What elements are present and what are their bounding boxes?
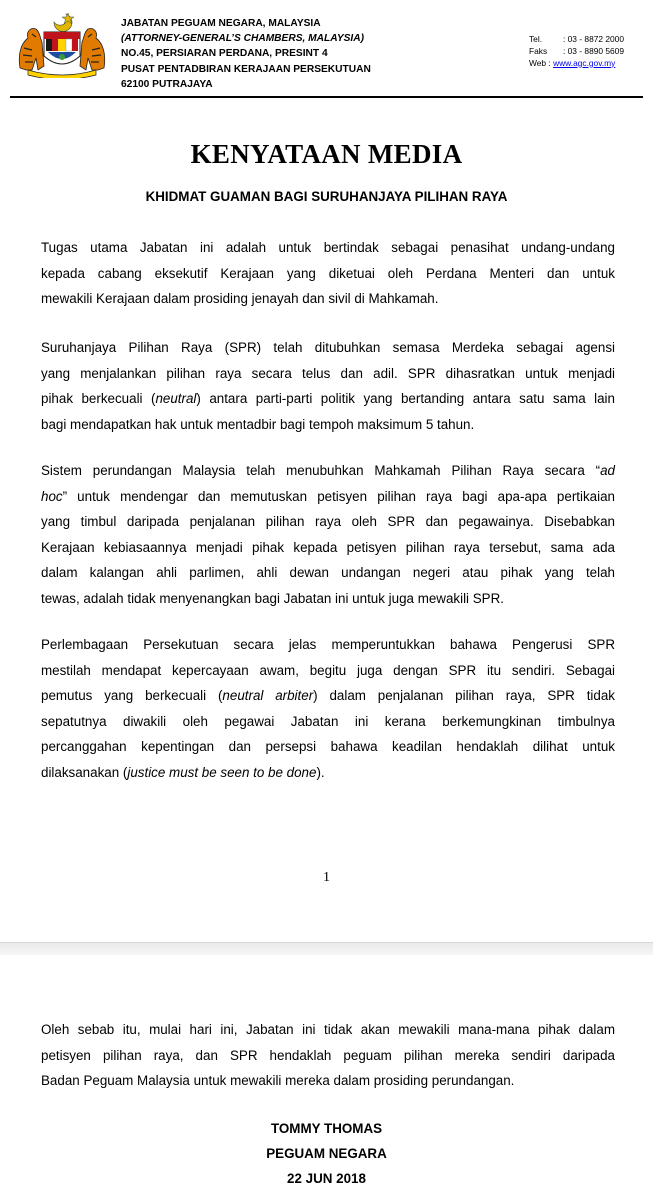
paragraph-line: yang menjalankan pilihan raya secara telus dan adil. SPR dihasratkan untuk menjadi bbox=[41, 365, 615, 381]
paragraph-3 bbox=[41, 458, 615, 611]
web-label: Web bbox=[529, 57, 547, 68]
italic-term: ad bbox=[600, 463, 615, 478]
paragraph-line: Oleh sebab itu, mulai hari ini, Jabatan ini tidak akan mewakili mana-mana pihak dalam bbox=[41, 1022, 615, 1037]
italic-term: neutral arbiter bbox=[222, 688, 314, 703]
text-run: pihak berkecuali ( bbox=[41, 391, 156, 406]
letterhead-address bbox=[121, 16, 371, 92]
paragraph-line: bagi mendapatkan hak untuk mentadbir bagi tempoh maksimum 5 tahun. bbox=[41, 416, 475, 432]
signatory-position: PEGUAM NEGARA bbox=[266, 1146, 387, 1161]
signatory-name: TOMMY THOMAS bbox=[270, 1121, 383, 1136]
paragraph-line: kepada cabang eksekutif Kerajaan yang diketuai oleh Perdana Menteri dan untuk bbox=[41, 265, 615, 281]
paragraph-line: percanggahan kepentingan dan persepsi bahawa keadilan hendaklah dilihat untuk bbox=[41, 739, 615, 754]
paragraph-line bbox=[41, 386, 615, 412]
text-run: ” untuk mendengar dan memutuskan petisyen pilihan raya bagi apa-apa pertikaian bbox=[62, 488, 615, 504]
paragraph-line: dalam kalangan ahli parlimen, ahli dewan undangan negeri atau pihak yang telah bbox=[41, 565, 615, 580]
paragraph-line: Badan Peguam Malaysia untuk mewakili mereka dalam prosiding perundangan. bbox=[41, 1073, 515, 1088]
fax-value: : 03 - 8890 5609 bbox=[563, 45, 625, 56]
fax-label: Faks bbox=[529, 45, 548, 56]
text-run: ) antara parti-parti politik yang bertanding antara satu sama lain bbox=[196, 391, 615, 406]
web-separator: : bbox=[546, 57, 554, 68]
italic-term: hoc bbox=[41, 488, 63, 504]
address-line-1: NO.45, PERSIARAN PERDANA, PRESINT 4 bbox=[121, 48, 328, 60]
paragraph-line bbox=[41, 683, 615, 709]
page-break bbox=[0, 942, 653, 956]
italic-term: neutral bbox=[155, 391, 197, 406]
signature-block bbox=[0, 1116, 653, 1191]
paragraph-line: yang timbul daripada penjalanan pilihan raya oleh SPR dan pegawainya. Disebabkan bbox=[41, 514, 615, 529]
text-run: pemutus yang berkecuali ( bbox=[41, 688, 223, 703]
text-run: ). bbox=[316, 764, 325, 780]
text-run: Sistem perundangan Malaysia telah menubuhkan Mahkamah Pilihan Raya secara “ bbox=[41, 463, 601, 478]
contact-info bbox=[529, 34, 624, 69]
web-link[interactable]: www.agc.gov.my bbox=[553, 57, 616, 68]
malaysia-coat-of-arms-icon bbox=[14, 10, 110, 78]
paragraph-line bbox=[41, 458, 615, 484]
text-run: dilaksanakan ( bbox=[41, 764, 128, 780]
italic-term: justice must be seen to be done bbox=[127, 764, 317, 780]
letterhead-divider bbox=[10, 96, 643, 98]
tel-row bbox=[529, 34, 624, 46]
paragraph-line: petisyen pilihan raya, dan SPR hendaklah peguam pilihan mereka sendiri daripada bbox=[41, 1047, 615, 1063]
paragraph-line: Tugas utama Jabatan ini adalah untuk bertindak sebagai penasihat undang-undang bbox=[41, 240, 615, 255]
paragraph-line bbox=[41, 484, 615, 510]
paragraph-line: sepatutnya diwakili oleh pegawai Jabatan ini kerana berkemungkinan timbulnya bbox=[41, 713, 615, 729]
text-run: ) dalam penjalanan pilihan raya, SPR tidak bbox=[313, 688, 615, 703]
paragraph-line bbox=[41, 760, 615, 786]
tel-label: Tel. bbox=[529, 34, 543, 44]
page-number: 1 bbox=[323, 870, 330, 885]
tel-value: : 03 - 8872 2000 bbox=[563, 34, 625, 44]
address-line-2: PUSAT PENTADBIRAN KERAJAAN PERSEKUTUAN bbox=[121, 63, 371, 75]
paragraph-2 bbox=[41, 335, 615, 437]
paragraph-line: Kerajaan kebiasaannya menjadi pihak kepada petisyen pilihan raya tersebut, sama ada bbox=[41, 539, 615, 555]
statement-date: 22 JUN 2018 bbox=[287, 1171, 366, 1186]
page-2 bbox=[0, 955, 653, 1200]
document-subtitle: KHIDMAT GUAMAN BAGI SURUHANJAYA PILIHAN RAYA bbox=[145, 189, 508, 204]
paragraph-line: Suruhanjaya Pilihan Raya (SPR) telah ditubuhkan semasa Merdeka sebagai agensi bbox=[41, 340, 615, 355]
agency-name-english: (ATTORNEY-GENERAL’S CHAMBERS, MALAYSIA) bbox=[121, 33, 364, 45]
document-title: KENYATAAN MEDIA bbox=[190, 139, 463, 169]
paragraph-line: tewas, adalah tidak menyenangkan bagi Jabatan ini untuk juga mewakili SPR. bbox=[41, 590, 505, 606]
fax-row bbox=[529, 46, 624, 58]
agency-name: JABATAN PEGUAM NEGARA, MALAYSIA bbox=[121, 18, 321, 29]
address-line-3: 62100 PUTRAJAYA bbox=[121, 78, 213, 90]
web-row bbox=[529, 58, 624, 70]
paragraph-4 bbox=[41, 632, 615, 785]
paragraph-5 bbox=[41, 1017, 615, 1094]
paragraph-line: mestilah mendapat kepercayaan awam, begitu juga dengan SPR itu sendiri. Sebagai bbox=[41, 662, 615, 678]
paragraph-line: mewakili Kerajaan dalam prosiding jenayah dan sivil di Mahkamah. bbox=[41, 291, 439, 306]
paragraph-1 bbox=[41, 235, 615, 312]
paragraph-line: Perlembagaan Persekutuan secara jelas memperuntukkan bahawa Pengerusi SPR bbox=[41, 637, 615, 652]
